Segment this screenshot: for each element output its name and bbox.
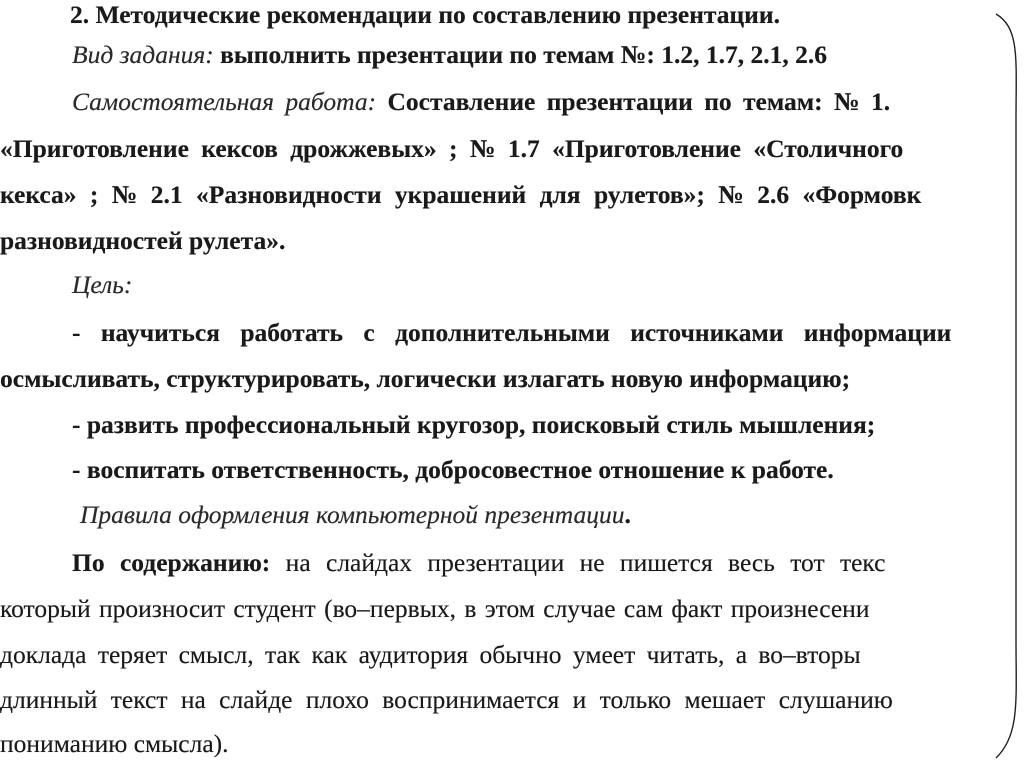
content-text-2: который произносит студент (во–первых, в этом случае сам факт произнесени bbox=[0, 594, 870, 623]
selfwork-line-2 bbox=[0, 134, 903, 164]
content-label: По содержанию: bbox=[72, 548, 271, 577]
task-line bbox=[72, 40, 827, 70]
rules-period: . bbox=[624, 500, 631, 529]
rules-title: Правила оформления компьютерной презентации bbox=[80, 500, 625, 529]
rules-title-line bbox=[80, 500, 631, 530]
goal-label-line bbox=[72, 270, 132, 300]
goal-1-line-1 bbox=[72, 318, 951, 348]
selfwork-text-1: Составление презентации по темам: № 1. bbox=[387, 87, 891, 116]
selfwork-line-3 bbox=[0, 180, 921, 210]
content-line-3 bbox=[0, 640, 861, 670]
content-text-4: длинный текст на слайде плохо воспринимается и только мешает слушанию bbox=[0, 685, 893, 714]
selfwork-line-1 bbox=[72, 87, 890, 117]
heading-text: 2. Методические рекомендации по составлению презентации. bbox=[70, 0, 780, 29]
selfwork-text-4: разновидностей рулета». bbox=[0, 226, 286, 255]
selfwork-text-2: «Приготовление кексов дрожжевых» ; № 1.7 «Приготовление «Столичного bbox=[0, 134, 904, 163]
goal-label: Цель: bbox=[72, 270, 133, 299]
content-text-3: доклада теряет смысл, так как аудитория обычно умеет читать, а во–вторы bbox=[0, 640, 861, 669]
content-line-4 bbox=[0, 685, 893, 715]
heading bbox=[70, 0, 780, 30]
task-text: выполнить презентации по темам №: 1.2, 1.7, 2.1, 2.6 bbox=[213, 40, 828, 69]
goal-3 bbox=[72, 455, 834, 485]
content-text-5: пониманию смысла). bbox=[0, 729, 229, 758]
task-label: Вид задания: bbox=[72, 40, 214, 69]
content-line-1 bbox=[72, 548, 886, 578]
content-line-2 bbox=[0, 594, 869, 624]
selfwork-label: Самостоятельная работа: bbox=[72, 87, 377, 116]
content-line-5 bbox=[0, 729, 229, 759]
goal-1-text-1: - научиться работать с дополнительными источниками информации bbox=[72, 318, 952, 347]
selfwork-text-3: кекса» ; № 2.1 «Разновидности украшений для рулетов»; № 2.6 «Формовк bbox=[0, 180, 922, 209]
goal-2 bbox=[72, 410, 875, 440]
goal-2-text: - развить профессиональный кругозор, поисковый стиль мышления; bbox=[72, 410, 876, 439]
goal-1-line-2 bbox=[0, 364, 850, 394]
content-text-1: на слайдах презентации не пишется весь тот текс bbox=[270, 548, 886, 577]
selfwork-line-4 bbox=[0, 226, 285, 256]
goal-1-text-2: осмысливать, структурировать, логически излагать новую информацию; bbox=[0, 364, 851, 393]
goal-3-text: - воспитать ответственность, добросовестное отношение к работе. bbox=[72, 455, 834, 484]
